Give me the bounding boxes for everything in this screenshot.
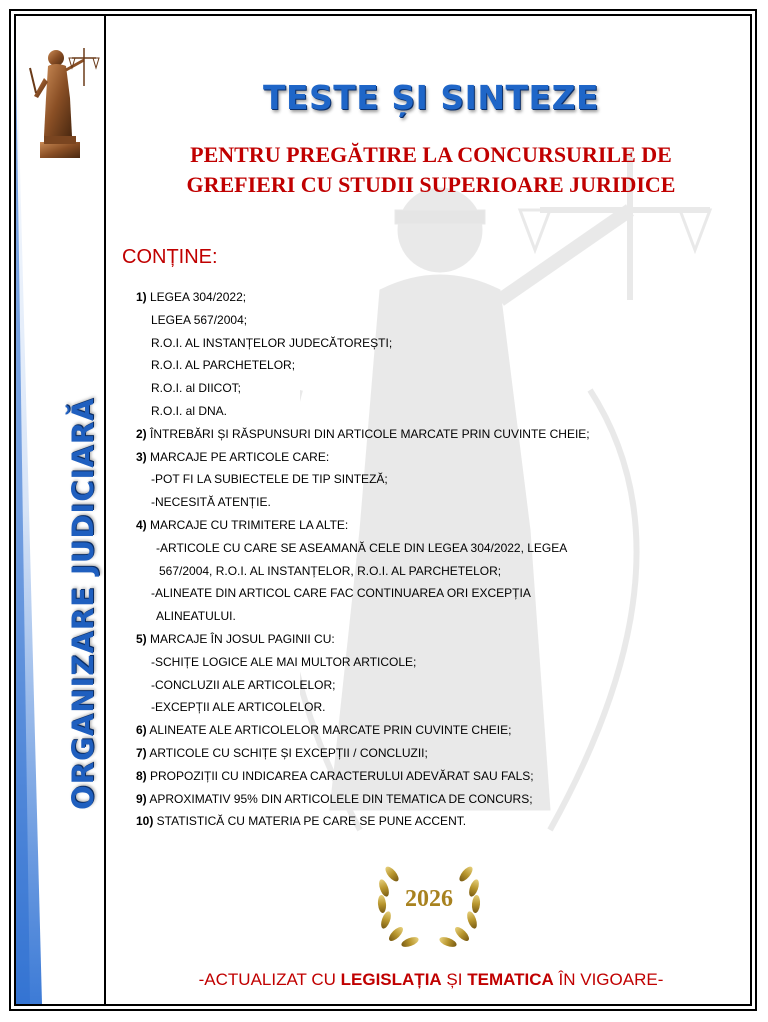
subtitle-line: GREFIERI CU STUDII SUPERIOARE JURIDICE	[186, 172, 676, 197]
list-item: 5) MARCAJE ÎN JOSUL PAGINII CU:	[136, 631, 335, 646]
footer-text: ÎN VIGOARE-	[553, 970, 664, 989]
list-item: LEGEA 567/2004;	[151, 312, 248, 327]
list-item: 9) APROXIMATIV 95% DIN ARTICOLELE DIN TEMATICA DE CONCURS;	[136, 791, 533, 806]
list-item: ALINEATULUI.	[156, 609, 236, 624]
badge-year: 2026	[405, 886, 453, 912]
page-subtitle	[108, 140, 754, 200]
page-title: TESTE ȘI SINTEZE	[262, 78, 600, 117]
list-item: R.O.I. al DIICOT;	[151, 381, 242, 396]
list-item: 4) MARCAJE CU TRIMITERE LA ALTE:	[136, 517, 349, 532]
list-item: 10) STATISTICĂ CU MATERIA PE CARE SE PUNE ACCENT.	[136, 814, 467, 829]
list-item: 2) ÎNTREBĂRI ȘI RĂSPUNSURI DIN ARTICOLE MARCATE PRIN CUVINTE CHEIE;	[136, 426, 590, 441]
justice-statue-icon	[26, 38, 100, 160]
list-item: R.O.I. AL INSTANȚELOR JUDECĂTOREȘTI;	[151, 335, 393, 350]
list-item: R.O.I. al DNA.	[151, 403, 228, 418]
vertical-title: ORGANIZARE JUDICIARĂ	[66, 397, 100, 810]
footer-emphasis: TEMATICA	[467, 970, 554, 989]
list-item: 1) LEGEA 304/2022;	[136, 290, 247, 304]
list-item: 8) PROPOZIȚII CU INDICAREA CARACTERULUI ADEVĂRAT SAU FALS;	[136, 768, 534, 783]
list-item: -CONCLUZII ALE ARTICOLELOR;	[151, 677, 336, 692]
list-item: 6) ALINEATE ALE ARTICOLELOR MARCATE PRIN CUVINTE CHEIE;	[136, 723, 512, 738]
list-item: -ALINEATE DIN ARTICOL CARE FAC CONTINUAREA ORI EXCEPȚIA	[151, 586, 531, 601]
list-item: -EXCEPȚII ALE ARTICOLELOR.	[151, 700, 326, 715]
contents-list	[136, 286, 736, 833]
footer-emphasis: LEGISLAȚIA	[340, 970, 442, 989]
contents-heading: CONȚINE:	[122, 246, 218, 268]
subtitle-line: PENTRU PREGĂTIRE LA CONCURSURILE DE	[190, 142, 672, 167]
footer-text: ȘI	[441, 970, 468, 989]
list-item: 3) MARCAJE PE ARTICOLE CARE:	[136, 449, 330, 464]
list-item: -NECESITĂ ATENȚIE.	[151, 495, 271, 510]
list-item: -SCHIȚE LOGICE ALE MAI MULTOR ARTICOLE;	[151, 654, 417, 669]
list-item: 7) ARTICOLE CU SCHIȚE ȘI EXCEPȚII / CONCLUZII;	[136, 745, 428, 760]
footer-note	[108, 970, 754, 990]
footer-text: -ACTUALIZAT CU	[198, 970, 341, 989]
list-item: -POT FI LA SUBIECTELE DE TIP SINTEZĂ;	[151, 472, 388, 487]
list-item: -ARTICOLE CU CARE SE ASEAMANĂ CELE DIN LEGEA 304/2022, LEGEA	[156, 540, 568, 555]
list-item: R.O.I. AL PARCHETELOR;	[151, 358, 296, 373]
list-item: 567/2004, R.O.I. AL INSTANȚELOR, R.O.I. AL PARCHETELOR;	[159, 563, 502, 578]
laurel-wreath-icon	[374, 858, 484, 948]
